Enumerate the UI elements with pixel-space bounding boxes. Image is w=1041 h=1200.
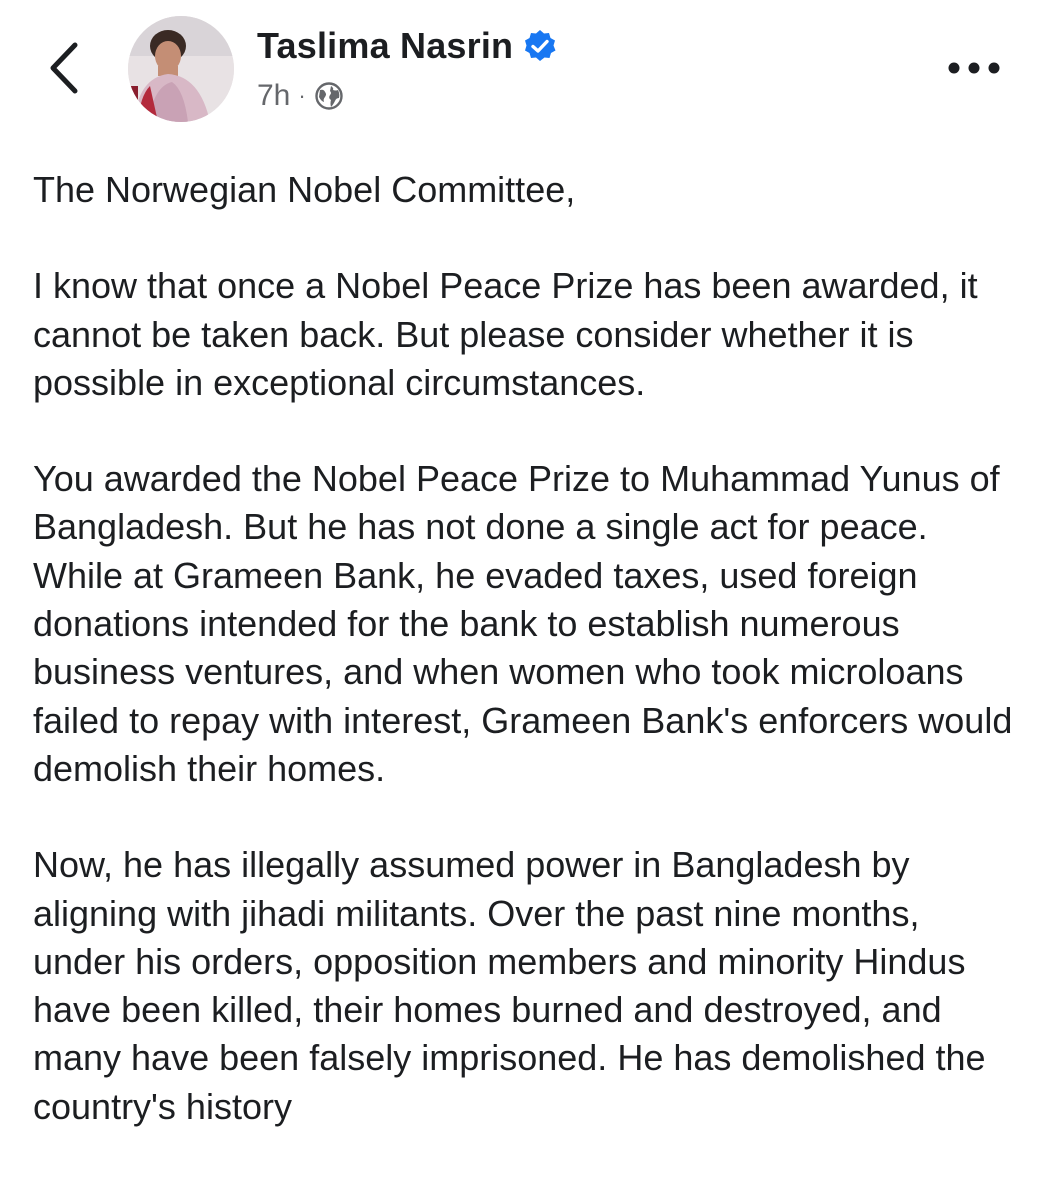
- more-horizontal-icon: [946, 61, 1002, 75]
- more-options-button[interactable]: [944, 50, 1004, 86]
- post-paragraph: You awarded the Nobel Peace Prize to Muhammad Yunus of Bangladesh. But he has not done a single act for peace. While at Grameen Bank, he evaded taxes, used foreign donations intended for the bank to establish numerous business ventures, and when women who took microloans failed to repay with interest, Grameen Bank's enforcers would demolish their homes.: [33, 458, 1013, 789]
- post-body: [33, 166, 1018, 1179]
- post-paragraph: I know that once a Nobel Peace Prize has been awarded, it cannot be taken back. But please consider whether it is possible in exceptional circumstances.: [33, 265, 978, 403]
- author-avatar[interactable]: [128, 16, 234, 122]
- globe-icon[interactable]: [314, 81, 344, 111]
- chevron-left-icon: [47, 41, 81, 95]
- verified-badge-icon: [523, 29, 557, 63]
- author-name[interactable]: Taslima Nasrin: [257, 25, 514, 66]
- author-line: [257, 24, 557, 68]
- meta-separator: ·: [298, 83, 306, 108]
- post-meta: [257, 76, 344, 116]
- avatar-photo: [128, 16, 234, 122]
- post-header: [0, 0, 1041, 150]
- post-timestamp[interactable]: 7h: [257, 79, 291, 112]
- post-paragraph: The Norwegian Nobel Committee,: [33, 169, 576, 210]
- post-paragraph: Now, he has illegally assumed power in Bangladesh by aligning with jihadi militants. Over the past nine months, under his orders, opposition members and minority Hindus have been killed, their homes burned and destroyed, and many have been falsely imprisoned. He has demolished the country's history: [33, 844, 986, 1127]
- back-button[interactable]: [40, 40, 88, 96]
